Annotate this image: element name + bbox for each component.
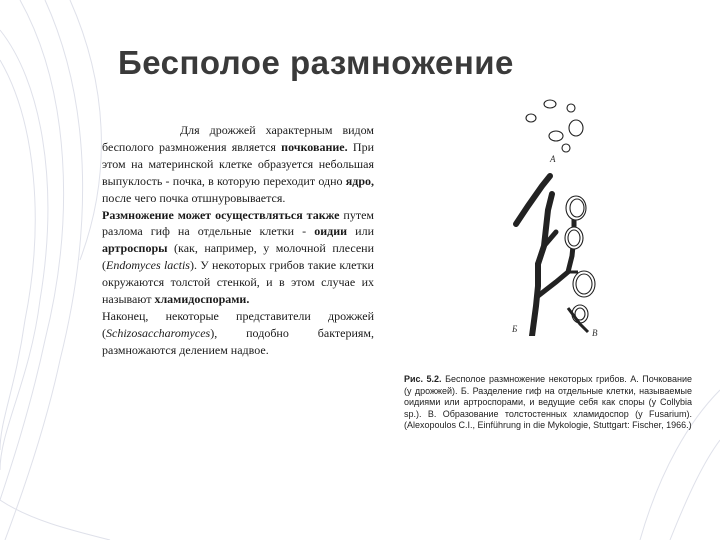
hypha	[532, 264, 538, 336]
body-text	[102, 122, 374, 359]
text-run: после чего почка отшнуровывается.	[102, 190, 286, 205]
yeast-cell	[549, 131, 563, 141]
text-run: или	[347, 224, 374, 239]
paragraph-fission	[102, 308, 374, 359]
figure-label-c: В	[592, 328, 598, 336]
text-run: путем разлома гиф на отдельные клетки -	[102, 207, 374, 239]
bold-term: артроспоры	[102, 241, 168, 256]
yeast-cell	[526, 114, 536, 122]
bold-term: Размножение может осуществляться также	[102, 207, 340, 222]
yeast-cell	[544, 100, 556, 108]
caption-lead: Рис. 5.2.	[404, 374, 442, 384]
figure-label-b: Б	[512, 324, 518, 334]
yeast-cell	[569, 120, 583, 136]
text-run: (как, например, у молочной плесени (	[102, 241, 374, 273]
figure-caption	[404, 374, 692, 432]
bold-term: ядро,	[345, 173, 374, 188]
yeast-cell	[567, 104, 575, 112]
paragraph-budding	[102, 122, 374, 207]
yeast-cell	[562, 144, 570, 152]
bold-term: почкование.	[281, 139, 348, 154]
page-title: Бесполое размножение	[118, 44, 514, 81]
bold-term: хламидоспорами.	[154, 292, 250, 307]
text-run: Для дрожжей характерным видом бесполого размножения является	[102, 123, 374, 154]
latin-name: Endomyces lactis	[106, 258, 190, 273]
figure-label-a: А	[550, 154, 556, 164]
text-run: Наконец, некоторые представители дрожжей (	[102, 308, 374, 340]
text-run: При этом на материнской клетке образуется небольшая выпуклость - почка, в которую переходит одно	[102, 139, 374, 188]
text-run: ), подобно бактериям, размножаются делением надвое.	[102, 325, 374, 357]
caption-text: Бесполое размножение некоторых грибов. А. Почкование (у дрожжей). Б. Разделение гиф на отдельные клетки, называемые оидиями или артроспорами, и ведущие себя как споры (у Collybia sp.). В. Образование толстостенных хламидоспор (у Fusarium). (Alexopoulos C.I., Einführung in die Mykologie, Stuttgart: Fischer, 1966.)	[404, 374, 692, 431]
fungi-reproduction-illustration	[508, 96, 608, 336]
paragraph-oidia	[102, 207, 374, 308]
latin-name: Schizosaccharomyces	[106, 325, 211, 340]
hypha	[538, 194, 552, 264]
bold-term: оидии	[314, 224, 348, 239]
text-run: ). У некоторых грибов такие клетки окружаются толстой стенкой, и в этом случае их называют	[102, 258, 374, 307]
